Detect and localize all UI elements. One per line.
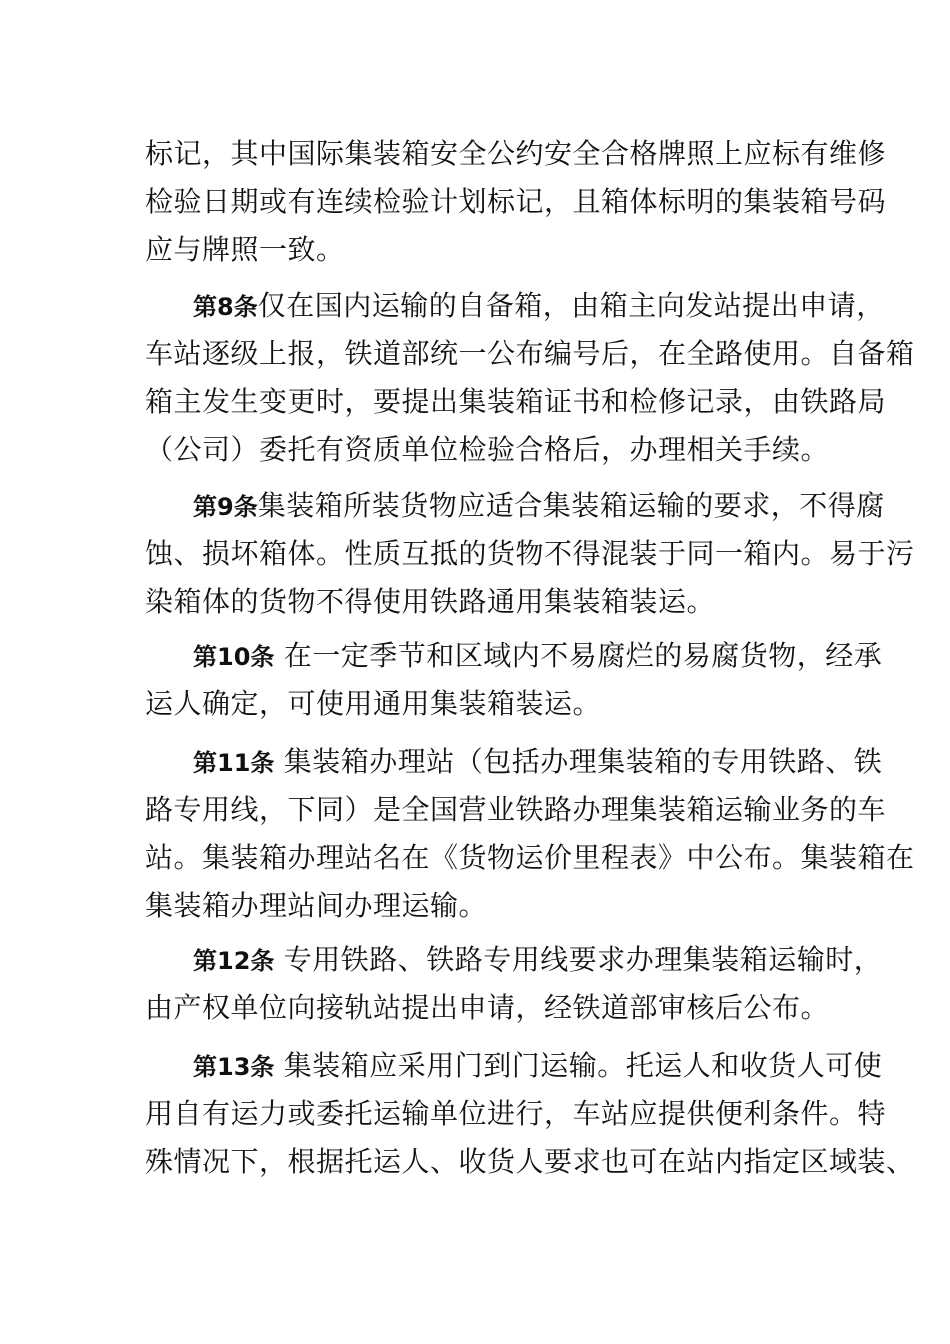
text-line: 箱主发生变更时，要提出集装箱证书和检修记录，由铁路局 (145, 385, 887, 418)
article-10-first-line (193, 636, 882, 676)
text-line: 殊情况下，根据托运人、收货人要求也可在站内指定区域装、 (145, 1145, 915, 1178)
text-line: 运人确定，可使用通用集装箱装运。 (145, 687, 602, 720)
text-line: 集装箱应采用门到门运输。托运人和收货人可使 (274, 1049, 883, 1082)
text-line: 用自有运力或委托运输单位进行，车站应提供便利条件。特 (145, 1097, 887, 1130)
text-line: 路专用线，下同）是全国营业铁路办理集装箱运输业务的车 (145, 793, 887, 826)
text-line: 集装箱办理站（包括办理集装箱的专用铁路、铁 (274, 745, 883, 778)
article-11-first-line (193, 742, 882, 782)
article-11-heading: 第11条 (193, 749, 275, 777)
text-line: 蚀、损坏箱体。性质互抵的货物不得混装于同一箱内。易于污 (145, 537, 915, 570)
article-10-heading: 第10条 (193, 643, 275, 671)
text-line: 由产权单位向接轨站提出申请，经铁道部审核后公布。 (145, 991, 830, 1024)
text-line: 应与牌照一致。 (145, 233, 345, 266)
text-line: 仅在国内运输的自备箱，由箱主向发站提出申请， (257, 289, 885, 322)
text-line: 检验日期或有连续检验计划标记，且箱体标明的集装箱号码 (145, 185, 887, 218)
text-line: 专用铁路、铁路专用线要求办理集装箱运输时， (274, 943, 883, 976)
text-line: 集装箱所装货物应适合集装箱运输的要求，不得腐 (257, 489, 885, 522)
text-line: 在一定季节和区域内不易腐烂的易腐货物，经承 (274, 639, 883, 672)
article-9-first-line (193, 486, 885, 526)
text-line: 集装箱办理站间办理运输。 (145, 889, 488, 922)
article-8-first-line (193, 286, 885, 326)
text-line: （公司）委托有资质单位检验合格后，办理相关手续。 (145, 433, 830, 466)
article-9-heading: 第9条 (193, 493, 258, 521)
article-12-heading: 第12条 (193, 947, 275, 975)
article-12-first-line (193, 940, 882, 980)
text-line: 站。集装箱办理站名在《货物运价里程表》中公布。集装箱在 (145, 841, 915, 874)
article-8-heading: 第8条 (193, 293, 258, 321)
article-13-heading: 第13条 (193, 1053, 275, 1081)
text-line: 染箱体的货物不得使用铁路通用集装箱装运。 (145, 585, 716, 618)
text-line: 标记，其中国际集装箱安全公约安全合格牌照上应标有维修 (145, 137, 887, 170)
article-13-first-line (193, 1046, 882, 1086)
text-line: 车站逐级上报，铁道部统一公布编号后，在全路使用。自备箱 (145, 337, 915, 370)
